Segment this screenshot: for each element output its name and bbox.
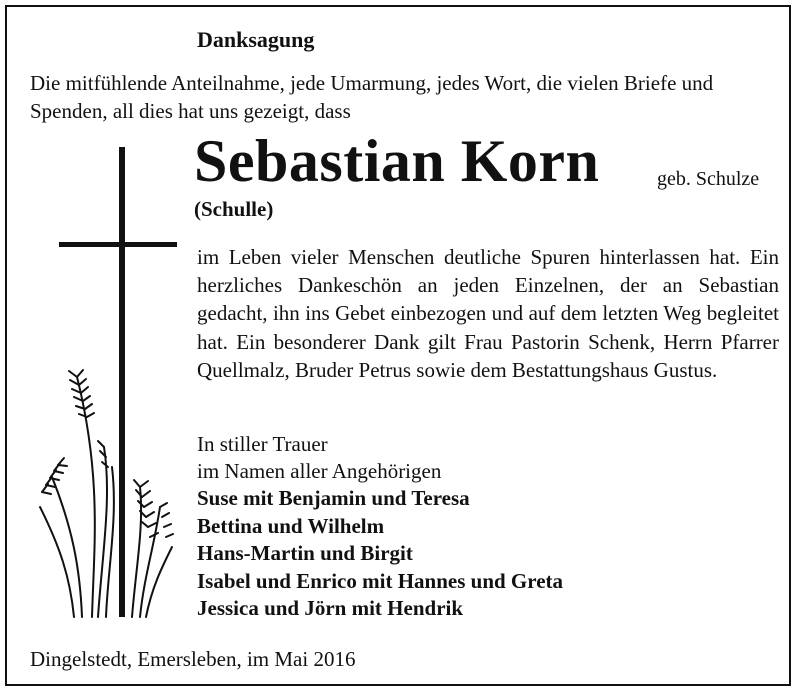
nickname: (Schulle) <box>194 197 274 221</box>
deceased-name: Sebastian Korn <box>194 128 600 194</box>
intro-text: Die mitfühlende Anteilnahme, jede Umarmung, jedes Wort, die vielen Briefe und Spenden, all dies hat uns gezeigt, dass <box>30 71 714 123</box>
cross-and-wheat-illustration <box>32 147 182 627</box>
signer: Suse mit Benjamin und Teresa <box>197 486 470 510</box>
birth-name: geb. Schulze <box>657 168 760 190</box>
wheat-icon <box>40 370 173 617</box>
place-and-date: Dingelstedt, Emersleben, im Mai 2016 <box>30 647 356 671</box>
mourning-line: im Namen aller Angehörigen <box>197 459 442 483</box>
cross-icon <box>59 147 177 617</box>
signer: Bettina und Wilhelm <box>197 513 385 538</box>
obituary-notice <box>5 5 791 686</box>
signer: Jessica und Jörn mit Hendrik <box>197 596 464 621</box>
mourning-block <box>197 431 441 485</box>
mourning-line: In stiller Trauer <box>197 432 328 456</box>
signer: Isabel und Enrico mit Hannes und Greta <box>197 568 564 593</box>
notice-heading: Danksagung <box>197 27 315 52</box>
signer: Hans-Martin und Birgit <box>197 541 413 566</box>
body-text: im Leben vieler Menschen deutliche Spuren hinterlassen hat. Ein herzliches Dankeschön an jeden Einzelnen, der an Sebastian gedacht, ihn ins Gebet einbezogen und auf dem letzten Weg begleitet hat. Ein besonderer Dank gilt Frau Pastorin Schenk, Herrn Pfarrer Quellmalz, Bruder Petrus sowie dem Bestattungshaus Gustus. <box>197 245 779 382</box>
signers-list <box>197 485 563 623</box>
